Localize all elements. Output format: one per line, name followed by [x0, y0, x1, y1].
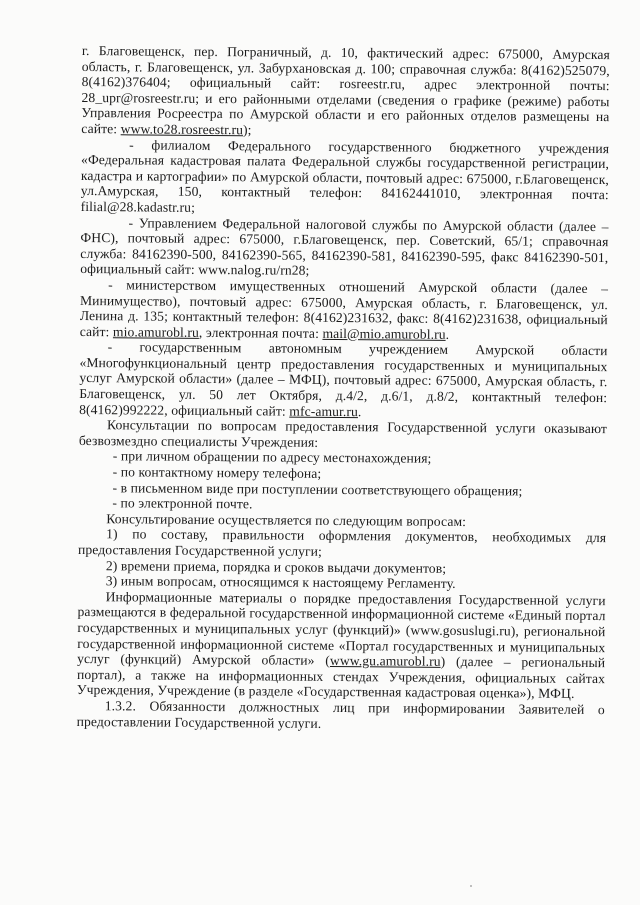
gu-amurobl-link[interactable]: www.gu.amurobl.ru — [329, 653, 441, 669]
intro-text: г. Благовещенск, пер. Пограничный, д. 10, фактический адрес: 675000, Амурская область, г. Благовещенск, ул. Забурхановская д. 100; справочная служба: 8(4162)525079, 8(4162)376404; официальный сайт: rosreestr.ru, адрес электронной почты: 28_upr@rosreestr.ru; и его районными отделами (сведения о графике (режиме) работы Управления Росреестра по Амурской области и его районных отделов размещены на сайте: — [81, 43, 610, 137]
min-text-mid: , электронная почта: — [198, 324, 323, 341]
questions-heading: Консультирование осуществляется по следующим вопросам: — [106, 511, 467, 529]
list-item: - в письменном виде при поступлении соответствующего обращения; — [112, 479, 523, 499]
mfc-text-end: . — [357, 403, 362, 419]
list-item: - по контактному номеру телефона; — [112, 464, 322, 481]
mio-email-link[interactable]: mail@mio.amurobl.ru — [322, 325, 446, 342]
to28-link[interactable]: www.to28.rosreestr.ru — [120, 121, 244, 138]
question-item: 2) времени приема, порядка и сроков выдачи документов; — [105, 557, 447, 576]
question-item: 1) по составу, правильности оформления документов, необходимых для предоставления Государственной услуги; — [77, 526, 607, 559]
minimushchestvo-paragraph — [80, 277, 608, 344]
filial-paragraph: - филиалом Федерального государственного бюджетного учреждения «Федеральная кадастровая палата Федеральной службы государственной регистрации, кадастра и картографии» по Амурской области, почтовый адрес: 675000, г.Благовещенск, ул.Амурская, 150, контактный телефон: 84162441010, электронная почта: filial@28.kadastr.ru; — [80, 136, 610, 215]
info-text: Информационные материалы о порядке предоставления Государственной услуги размещаются в федеральной государственной информационной системе «Единый портал государственных и муниципальных услуг (функций)» (www.gosuslugi.ru), региональной государственной информационной системе «Портал государственных и муниципальных услуг (функций) Амурской области» ( — [77, 588, 606, 669]
mfc-paragraph — [79, 339, 608, 421]
scan-speck — [470, 885, 472, 887]
info-text-end: ) (далее – региональный портал), а также на информационных стендах Учреждения, официальных сайтах Учреждения, Учреждение (в разделе «Государственная кадастровая оценка»), МФЦ. — [76, 653, 606, 702]
fns-paragraph: - Управлением Федеральной налоговой службы по Амурской области (далее – ФНС), почтовый адрес: 675000, г.Благовещенск, пер. Советский, 65/1; справочная служба: 84162390-500, 84162390-565, 84162390-581, 84162390-595, факс 84162390-501, официальный сайт: www.nalog.ru/rn28; — [80, 214, 609, 279]
consult-paragraph: Консультации по вопросам предоставления Государственной услуги оказывают безвозмездно специалисты Учреждения: — [78, 417, 608, 450]
question-item: 3) иным вопросам, относящимся к настоящему Регламенту. — [105, 573, 456, 592]
intro-text-end: ); — [243, 122, 252, 138]
mfc-site-link[interactable]: mfc-amur.ru — [289, 403, 359, 419]
document-body — [77, 43, 610, 733]
min-text-end: . — [445, 326, 450, 342]
list-item: - по электронной почте. — [112, 495, 253, 512]
list-item: - при личном обращении по адресу местонахождения; — [112, 448, 432, 467]
min-text: - министерством имущественных отношений Амурской области (далее – Минимущество), почтовый адрес: 675000, Амурская область, г. Благовещенск, ул. Ленина д. 135; контактный телефон: 8(4162)231632, факс: 8(4162)231638, официальный сайт: — [79, 277, 609, 339]
intro-paragraph — [81, 43, 610, 141]
mio-site-link[interactable]: mio.amurobl.ru — [112, 323, 200, 340]
mfc-text: - государственным автономным учреждением Амурской области «Многофункциональный центр предоставления государственных и муниципальных услуг Амурской области» (далее – МФЦ), почтовый адрес: 675000, Амурская область, г. Благовещенск, ул. 50 лет Октября, д.4/2, д.6/1, д.8/2, контактный телефон: 8(4162)992222, официальный сайт: — [79, 339, 608, 419]
section-heading: 1.3.2. Обязанности должностных лиц при информировании Заявителей о предоставлении Государственной услуги. — [76, 698, 605, 731]
info-materials-paragraph — [77, 589, 606, 702]
